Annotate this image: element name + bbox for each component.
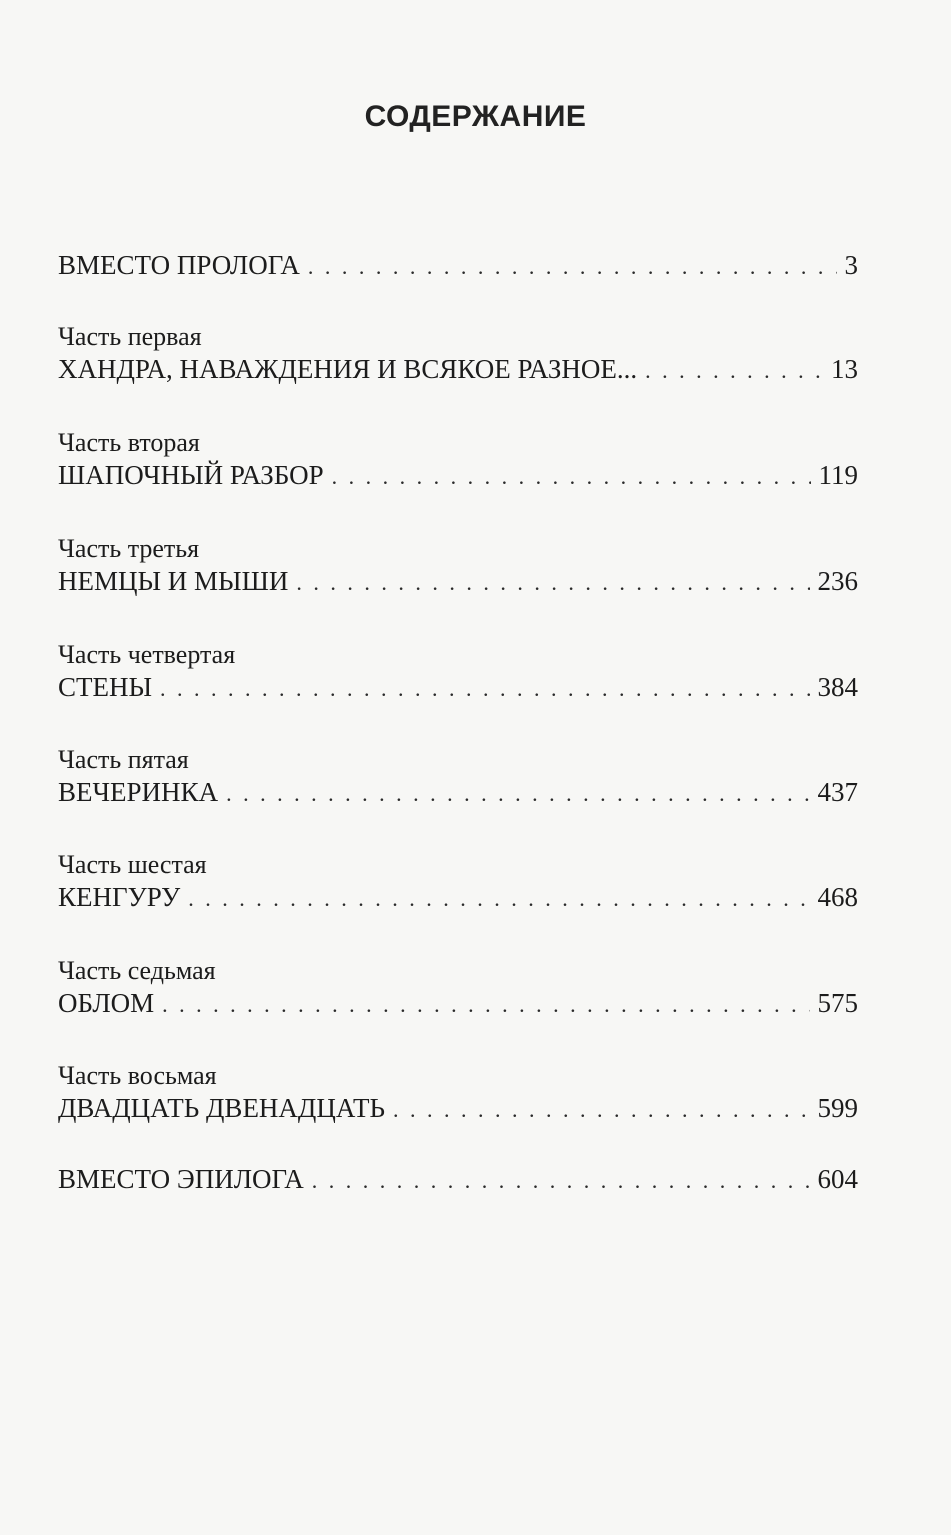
dot-leader <box>162 988 809 1022</box>
toc-entry-row[interactable] <box>58 1162 858 1196</box>
toc-entry-epilogue <box>58 1162 858 1196</box>
toc-entry-page: 575 <box>817 988 858 1018</box>
toc-entry-part-2 <box>58 428 858 492</box>
toc-entry-page: 384 <box>817 672 858 702</box>
toc-entry-page: 604 <box>817 1164 858 1194</box>
toc-entry-row[interactable] <box>58 1091 858 1125</box>
dot-leader <box>308 250 837 284</box>
toc-entry-part-8 <box>58 1061 858 1125</box>
part-label: Часть восьмая <box>58 1061 217 1090</box>
toc-entry-title: ШАПОЧНЫЙ РАЗБОР <box>58 460 324 490</box>
toc-entry-row[interactable] <box>58 670 858 704</box>
toc-entry-page: 468 <box>817 882 858 912</box>
toc-entry-title: ВМЕСТО ЭПИЛОГА <box>58 1164 304 1194</box>
part-label: Часть седьмая <box>58 956 216 985</box>
toc-entry-row[interactable] <box>58 775 858 809</box>
part-label: Часть третья <box>58 534 200 563</box>
toc-entry-title: КЕНГУРУ <box>58 882 181 912</box>
dot-leader <box>332 460 811 494</box>
toc-entry-page: 437 <box>817 777 858 807</box>
dot-leader <box>645 354 823 388</box>
dot-leader <box>226 777 809 811</box>
toc-entry-page: 119 <box>818 460 858 490</box>
part-label: Часть первая <box>58 322 202 351</box>
toc-entry-part-7 <box>58 956 858 1020</box>
toc-entry-row[interactable] <box>58 564 858 598</box>
dot-leader <box>312 1164 810 1198</box>
toc-entry-title: ВЕЧЕРИНКА <box>58 777 219 807</box>
part-label: Часть четвертая <box>58 640 236 669</box>
toc-entry-row[interactable] <box>58 248 858 282</box>
toc-entry-row[interactable] <box>58 352 858 386</box>
part-label: Часть вторая <box>58 428 200 457</box>
toc-entry-title: ВМЕСТО ПРОЛОГА <box>58 250 300 280</box>
toc-entry-title: ДВАДЦАТЬ ДВЕНАДЦАТЬ <box>58 1093 385 1123</box>
dot-leader <box>160 672 809 706</box>
dot-leader <box>393 1093 810 1127</box>
toc-entry-part-3 <box>58 534 858 598</box>
toc-entry-page: 3 <box>844 250 858 280</box>
toc-entry-title: ОБЛОМ <box>58 988 155 1018</box>
toc-entry-row[interactable] <box>58 986 858 1020</box>
toc-entry-title: СТЕНЫ <box>58 672 153 702</box>
toc-entry-part-1 <box>58 322 858 386</box>
part-label: Часть шестая <box>58 850 207 879</box>
dot-leader <box>296 566 809 600</box>
toc-entry-part-5 <box>58 745 858 809</box>
toc-entry-part-4 <box>58 640 858 704</box>
toc-entry-row[interactable] <box>58 458 858 492</box>
toc-entry-title: НЕМЦЫ И МЫШИ <box>58 566 289 596</box>
toc-entry-row[interactable] <box>58 880 858 914</box>
toc-entry-page: 599 <box>817 1093 858 1123</box>
toc-entry-part-6 <box>58 850 858 914</box>
toc-entry-page: 13 <box>831 354 858 384</box>
toc-heading: СОДЕРЖАНИЕ <box>364 100 587 133</box>
toc-entry-page: 236 <box>817 566 858 596</box>
part-label: Часть пятая <box>58 745 189 774</box>
toc-entry-prologue <box>58 248 858 282</box>
dot-leader <box>188 882 809 916</box>
toc-entry-title: ХАНДРА, НАВАЖДЕНИЯ И ВСЯКОЕ РАЗНОЕ... <box>58 354 638 384</box>
